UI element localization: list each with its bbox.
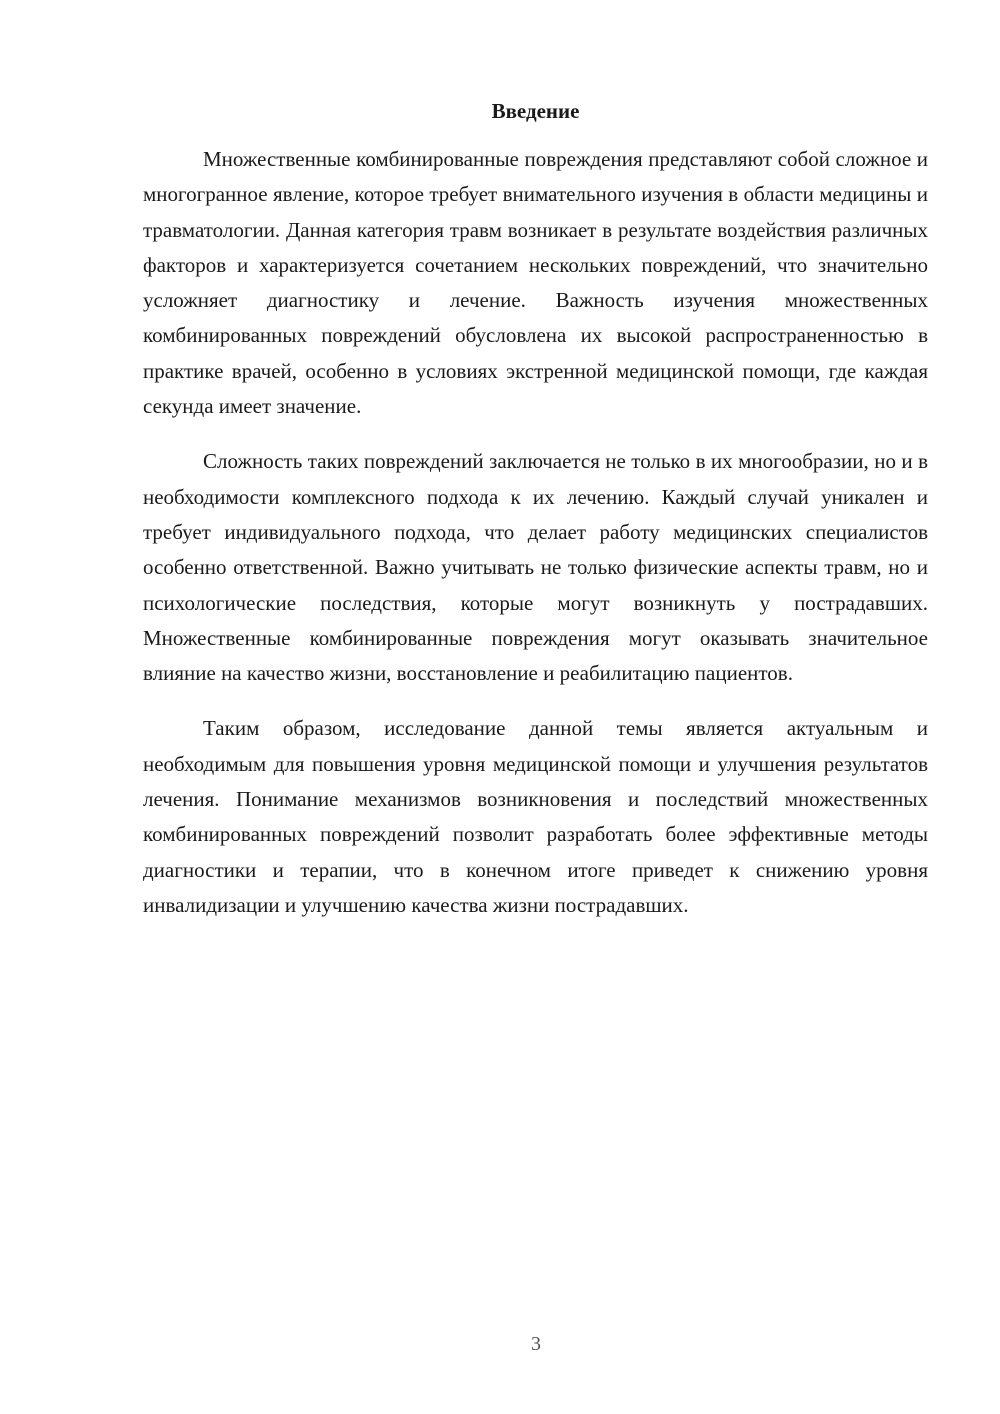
paragraph-3: Таким образом, исследование данной темы является актуальным и необходимым для повышения уровня медицинской помощи и улучшения результатов лечения. Понимание механизмов возникновения и последствий множественных комбинированных повреждений позволит разработать более эффективные методы диагностики и терапии, что в конечном итоге приведет к снижению уровня инвалидизации и улучшению качества жизни пострадавших. (143, 716, 928, 917)
page-number: 3 (531, 1333, 541, 1355)
document-body (143, 142, 928, 943)
paragraph-1: Множественные комбинированные повреждения представляют собой сложное и многогранное явление, которое требует внимательного изучения в области медицины и травматологии. Данная категория травм возникает в результате воздействия различных факторов и характеризуется сочетанием нескольких повреждений, что значительно усложняет диагностику и лечение. Важность изучения множественных комбинированных повреждений обусловлена их высокой распространенностью в практике врачей, особенно в условиях экстренной медицинской помощи, где каждая секунда имеет значение. (143, 147, 928, 419)
page-title: Введение (491, 99, 580, 123)
paragraph-2: Сложность таких повреждений заключается не только в их многообразии, но и в необходимости комплексного подхода к их лечению. Каждый случай уникален и требует индивидуального подхода, что делает работу медицинских специалистов особенно ответственной. Важно учитывать не только физические аспекты травм, но и психологические последствия, которые могут возникнуть у пострадавших. Множественные комбинированные повреждения могут оказывать значительное влияние на качество жизни, восстановление и реабилитацию пациентов. (143, 449, 928, 686)
